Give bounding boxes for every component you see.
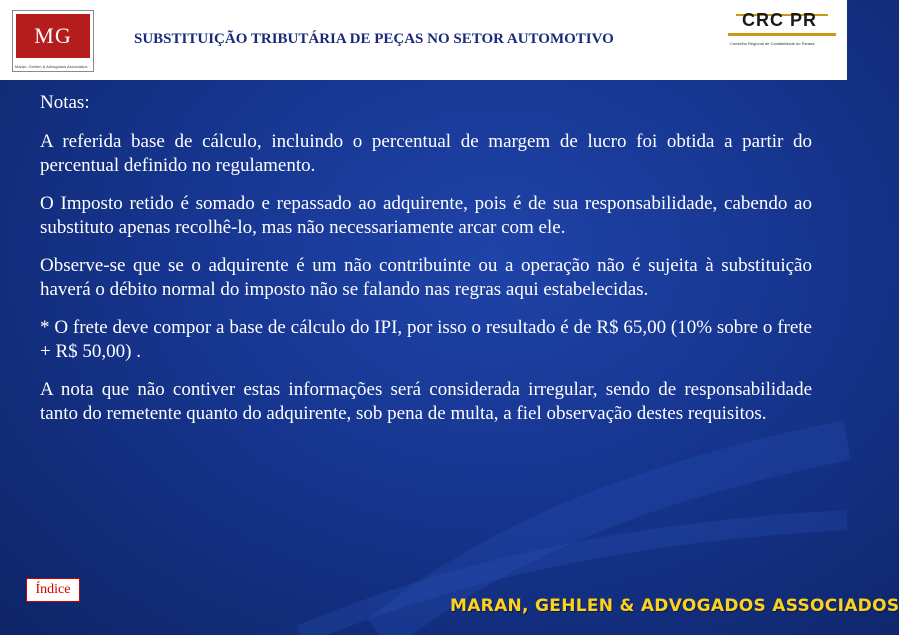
note-paragraph-3: Observe-se que se o adquirente é um não contribuinte ou a operação não é sujeita à substituição haverá o débito normal do imposto não se falando nas regras aqui estabelecidas.	[40, 255, 812, 300]
note-paragraph-4: * O frete deve compor a base de cálculo do IPI, por isso o resultado é de R$ 65,00 (10% sobre o frete + R$ 50,00) .	[40, 317, 812, 362]
notes-content	[40, 92, 812, 440]
crc-logo-mark: CRC PR	[742, 10, 818, 30]
notes-heading: Notas:	[40, 92, 90, 113]
note-paragraph-5: A nota que não contiver estas informações será considerada irregular, sendo de responsabilidade tanto do remetente quanto do adquirente, sob pena de multa, a fiel observação destes requisitos.	[40, 379, 812, 424]
note-paragraph-2: O Imposto retido é somado e repassado ao adquirente, pois é de sua responsabilidade, cabendo ao substituto apenas recolhê-lo, mas não necessariamente arcar com ele.	[40, 193, 812, 238]
header-bar	[0, 0, 847, 80]
footer-brand: MARAN, GEHLEN & ADVOGADOS ASSOCIADOS	[450, 596, 899, 616]
crc-logo-bar	[728, 33, 836, 36]
note-paragraph-1: A referida base de cálculo, incluindo o percentual de margem de lucro foi obtida a partir do percentual definido no regulamento.	[40, 131, 812, 176]
mg-logo	[12, 10, 94, 72]
indice-button[interactable]: Índice	[26, 578, 80, 602]
mg-logo-mark: MG	[16, 14, 90, 58]
crc-logo-caption: Conselho Regional de Contabilidade do Paraná	[730, 41, 815, 46]
page-title: SUBSTITUIÇÃO TRIBUTÁRIA DE PEÇAS NO SETOR AUTOMOTIVO	[134, 31, 614, 47]
crc-logo	[728, 10, 836, 52]
mg-logo-caption: Maran, Gehlen & Advogados Associados	[15, 64, 88, 69]
